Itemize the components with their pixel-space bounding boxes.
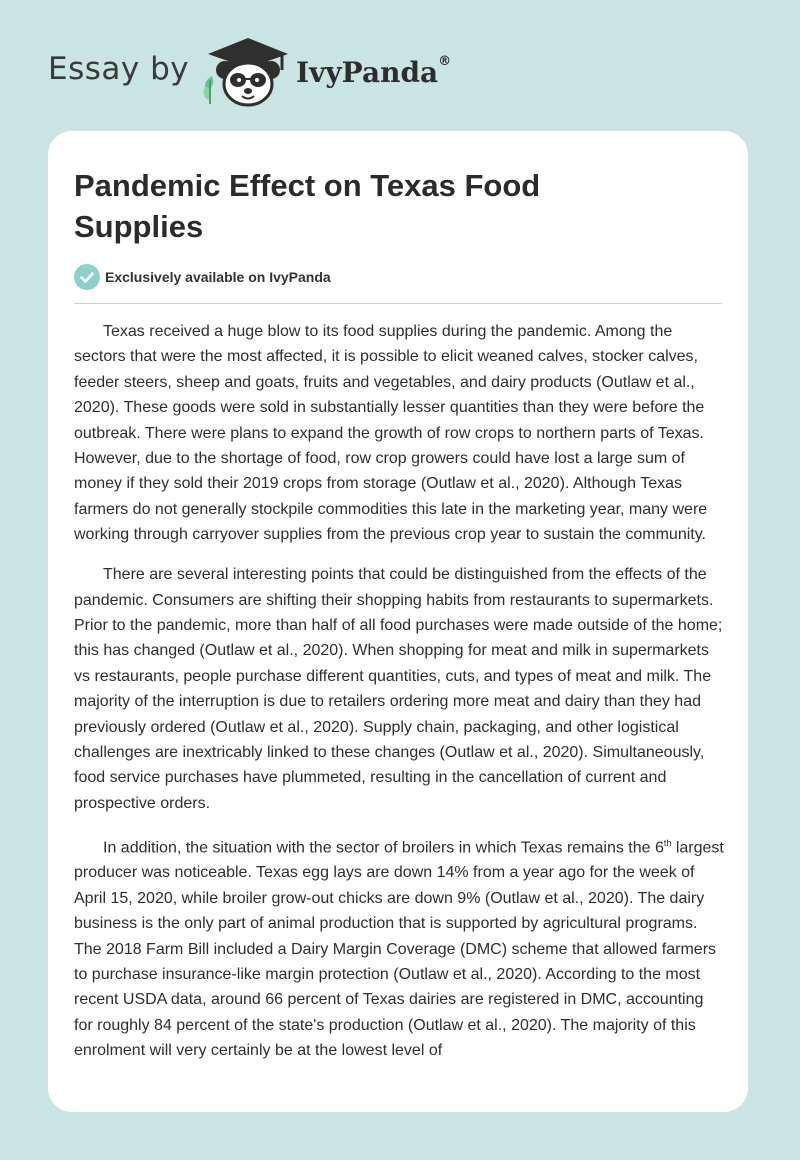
site-header (48, 36, 488, 106)
ordinal-suffix: th (663, 837, 672, 848)
paragraph-2: There are several interesting points that could be distinguished from the effects of the pandemic. Consumers are shifting their shopping habits from restaurants to supermarkets. Prior to the pandemic, more than half of all food purchases were made outside of the home; this has changed (Outlaw et al., 2020). When shopping for meat and milk in supermarkets vs restaurants, people purchase different quantities, cuts, and types of meat and milk. The majority of the interruption is due to retailers ordering more meat and dairy than they had previously ordered (Outlaw et al., 2020). Supply chain, packaging, and other logistical challenges are inextricably linked to these changes (Outlaw et al., 2020). Simultaneously, food service purchases have plummeted, resulting in the cancellation of current and prospective orders. (74, 566, 723, 812)
paragraph-1: Texas received a huge blow to its food supplies during the pandemic. Among the sectors that were the most affected, it is possible to elicit weaned calves, stocker calves, feeder steers, sheep and goats, fruits and vegetables, and dairy products (Outlaw et al., 2020). These goods were sold in substantially lesser quantities than they were before the outbreak. There were plans to expand the growth of row crops to northern parts of Texas. However, due to the shortage of food, row crop growers could have lost a large sum of money if they sold their 2019 crops from storage (Outlaw et al., 2020). Although Texas farmers do not generally stockpile commodities this late in the marketing year, many were working through carryover supplies from the previous crop year to sustain the community. (74, 323, 708, 544)
check-circle-icon (74, 264, 100, 290)
brand-text: IvyPanda (296, 56, 439, 89)
page-title: Pandemic Effect on Texas Food Supplies (74, 168, 541, 244)
divider (74, 303, 722, 304)
paragraph-3-text-b: largest producer was noticeable. Texas egg lays are down 14% from a year ago for the week of April 15, 2020, while broiler grow-out chicks are down 9% (Outlaw et al., 2020). The dairy business is the only part of animal production that is supported by agricultural programs. The 2018 Farm Bill included a Dairy Margin Coverage (DMC) scheme that allowed farmers to purchase insurance-like margin protection (Outlaw et al., 2020). According to the most recent USDA data, around 66 percent of Texas dairies are registered in DMC, accounting for roughly 84 percent of the state's production (Outlaw et al., 2020). The majority of this enrolment will very certainly be at the lowest level of (74, 839, 724, 1060)
exclusive-badge (74, 264, 474, 290)
essay-by-label: Essay by (48, 51, 190, 87)
badge-label: Exclusively available on IvyPanda (105, 269, 331, 285)
registered-mark: ® (438, 54, 452, 69)
paragraph-3 (74, 831, 724, 1064)
essay-card (48, 131, 748, 1112)
paragraph-3-text-a: In addition, the situation with the sector of broilers in which Texas remains the 6 (103, 839, 664, 857)
panda-graduate-logo[interactable] (198, 36, 298, 108)
essay-body (74, 319, 724, 1078)
brand-name[interactable] (296, 56, 451, 89)
